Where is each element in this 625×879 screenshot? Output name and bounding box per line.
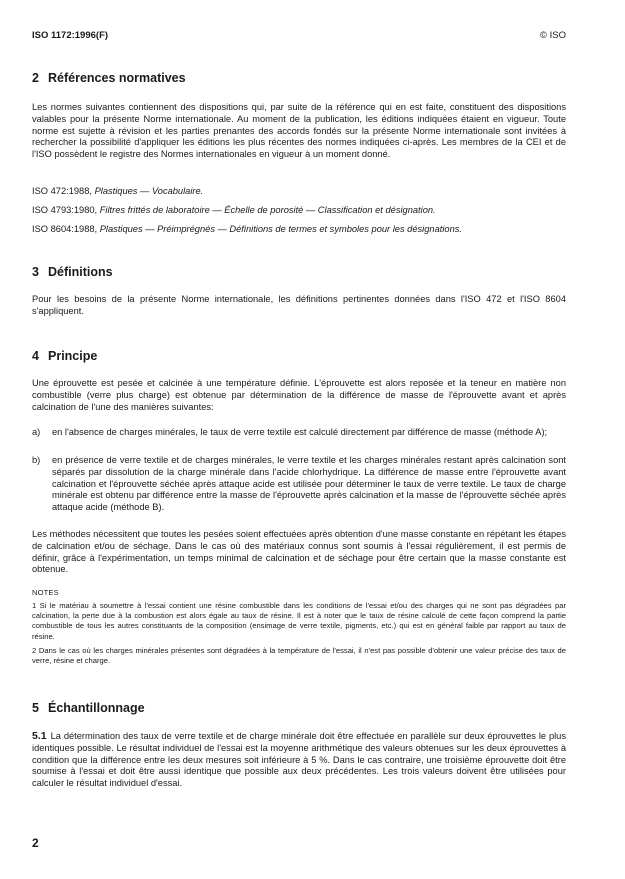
reference-code: ISO 472:1988, bbox=[32, 186, 92, 196]
subclause-text: La détermination des taux de verre textile et de charge minérale doit être effectuée en parallèle sur deux éprouvettes le plus identiques possible. Le résultat individuel de l'essai est la moyenne arithmétique des valeurs obtenues sur les deux éprouvettes à condition que la différence entre les deux mesures soit inférieure à 5 %. Dans le cas contraire, une troisième éprouvette doit être soumise à l'essai et doit être aussi identique que possible aux deux précédentes. Les trois valeurs doivent être utilisées pour calculer le résultat individuel d'essai. bbox=[32, 731, 566, 789]
section-number: 2 bbox=[32, 71, 39, 85]
copyright-mark: © ISO bbox=[540, 30, 567, 41]
note: 2 Dans le cas où les charges minérales présentes sont dégradées à la température de l'essai, il n'est pas possible d'obtenir une valeur précise des taux de verre, résine et charge. bbox=[32, 646, 566, 666]
section-2-intro: Les normes suivantes contiennent des dispositions qui, par suite de la référence qui en est faite, constituent des dispositions valables pour la présente Norme internationale. Au moment de la publication, les éditions indiquées étaient en vigueur. Toute norme est sujette à révision et les parties prenantes des accords fondés sur la présente Norme internationale sont invitées à rechercher la possibilité d'appliquer les éditions les plus récentes des normes indiquées ci-après. Les membres de la CEI et de l'ISO possèdent le registre des Normes internationales en vigueur à un moment donné. bbox=[32, 102, 566, 160]
section-3-text: Pour les besoins de la présente Norme internationale, les définitions pertinentes données dans l'ISO 472 et l'ISO 8604 s'appliquent. bbox=[32, 294, 566, 316]
section-number: 5 bbox=[32, 701, 39, 715]
section-3-heading bbox=[32, 265, 113, 279]
subclause-number: 5.1 bbox=[32, 730, 47, 742]
reference-title: Filtres frittés de laboratoire — Échelle de porosité — Classification et désignation. bbox=[99, 205, 436, 215]
section-4-heading bbox=[32, 349, 97, 363]
section-4-intro: Une éprouvette est pesée et calcinée à une température définie. L'éprouvette est alors reposée et la teneur en matière non combustible (verre plus charge) est obtenue par détermination de la différence de masse de l'éprouvette avant et après calcination de l'une des manières suivantes: bbox=[32, 378, 566, 412]
document-id: ISO 1172:1996(F) bbox=[32, 30, 109, 41]
section-title: Principe bbox=[48, 349, 98, 363]
reference-code: ISO 4793:1980, bbox=[32, 205, 98, 215]
section-title: Définitions bbox=[48, 265, 113, 279]
note: 1 Si le matériau à soumettre à l'essai contient une résine combustible dans les conditions de l'essai et/ou des charges qui ne sont pas dégradées par calcination, la perte due à la combustion est alors égale au taux de résine. Il est à noter que le taux de résine calculé de cette façon comprend la partie combustible de tous les autres constituants de la composition (ensimage de verre textile, pigments, etc.) qui est en général faible par rapport au taux de résine. bbox=[32, 601, 566, 641]
section-5-heading bbox=[32, 701, 145, 715]
section-title: Échantillonnage bbox=[48, 701, 145, 715]
list-text: en l'absence de charges minérales, le taux de verre textile est calculé directement par différence de masse (méthode A); bbox=[52, 427, 548, 437]
section-2-heading bbox=[32, 71, 186, 85]
reference-title: Plastiques — Vocabulaire. bbox=[94, 186, 204, 196]
normative-reference bbox=[32, 186, 592, 198]
normative-reference bbox=[32, 224, 592, 236]
list-text: en présence de verre textile et de charges minérales, le verre textile et les charges minérales restant après calcination sont séparés par dissolution de la charge minérale dans l'acide chlorhydrique. La différence de masse entre l'éprouvette avant calcination et l'éprouvette séchée après attaque acide est utilisée pour déterminer le taux de verre textile. Le taux de charge minérale est obtenu par différence entre la masse de l'éprouvette après calcination et la masse de l'éprouvette séchée après attaque acide (méthode B). bbox=[52, 455, 566, 513]
list-label: b) bbox=[32, 455, 41, 465]
list-label: a) bbox=[32, 427, 41, 437]
method-list-item bbox=[32, 455, 566, 514]
reference-code: ISO 8604:1988, bbox=[32, 224, 98, 234]
section-number: 4 bbox=[32, 349, 39, 363]
notes-heading: NOTES bbox=[32, 588, 59, 597]
method-list-item bbox=[32, 427, 566, 439]
section-number: 3 bbox=[32, 265, 39, 279]
subclause-5-1 bbox=[32, 731, 566, 790]
page-number: 2 bbox=[32, 836, 39, 850]
reference-title: Plastiques — Préimprégnés — Définitions de termes et symboles pour les désignations. bbox=[99, 224, 462, 234]
section-title: Références normatives bbox=[48, 71, 186, 85]
normative-reference bbox=[32, 205, 592, 217]
section-4-closing: Les méthodes nécessitent que toutes les pesées soient effectuées après obtention d'une masse constante en répétant les étapes de calcination et/ou de séchage. Dans le cas où des matériaux connus sont soumis à l'essai régulièrement, il est permis de définir, grâce à l'expérimentation, un temps minimal de calcination et de séchage pour être certain que la masse constante est obtenue. bbox=[32, 529, 566, 575]
